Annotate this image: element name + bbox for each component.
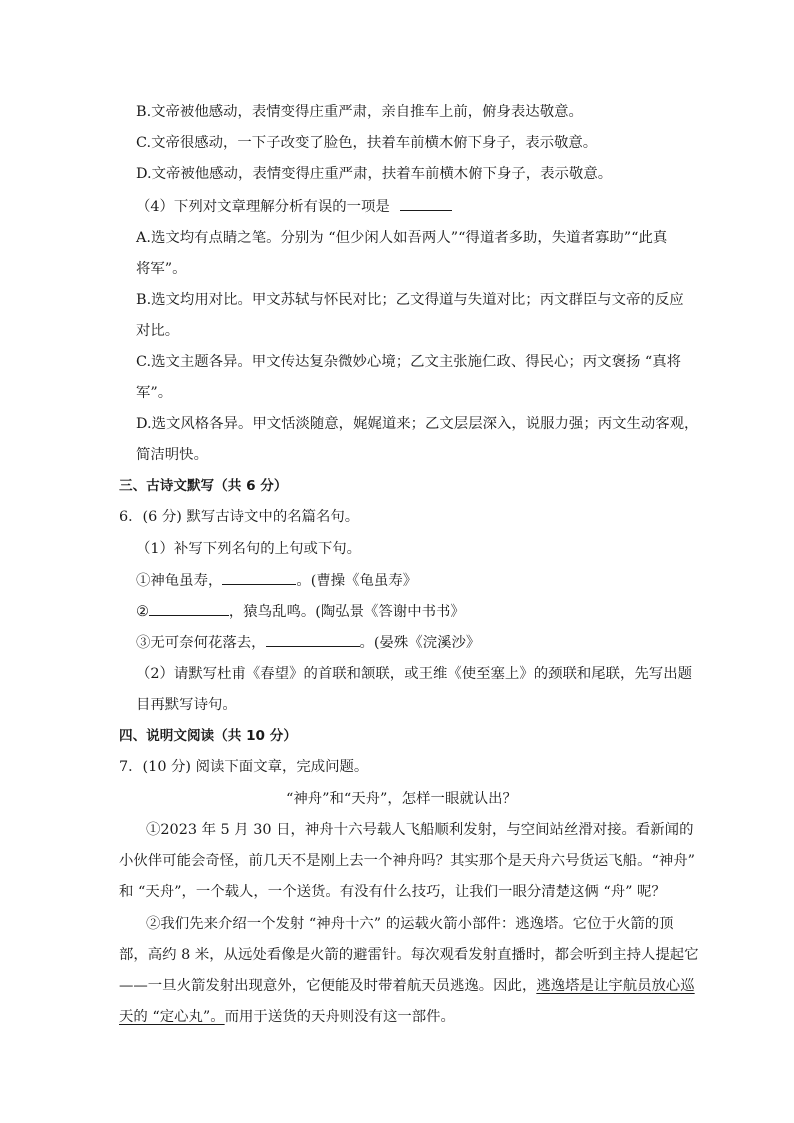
q6-item-3-text-a: ③无可奈何花落去， — [136, 635, 266, 651]
q3-option-c: C.文帝很感动，一下子改变了脸色，扶着车前横木俯下身子，表示敬意。 — [136, 135, 598, 151]
q3-option-b: B.文帝被他感动，表情变得庄重严肃，亲自推车上前，俯身表达敬意。 — [136, 104, 583, 120]
q3-option-d: D.文帝被他感动，表情变得庄重严肃，扶着车前横木俯下身子，表示敬意。 — [136, 166, 613, 182]
answer-blank — [400, 196, 452, 211]
q6-item-1-text-b: 。(曹操《龟虽寿》 — [296, 573, 418, 589]
paragraph-2-line3-text: ——一旦火箭发射出现意外，它便能及时带着航天员逃逸。因此， — [119, 978, 537, 994]
q4-option-c-line2: 军”。 — [136, 385, 173, 401]
section-4-heading: 四、说明文阅读（共 10 分） — [119, 728, 297, 744]
paragraph-2-line4-text: 而用于送货的天舟则没有这一部件。 — [224, 1009, 455, 1025]
paragraph-1-line1: ①2023 年 5 月 30 日，神舟十六号载人飞船顺利发射，与空间站丝滑对接。看新闻的 — [146, 822, 694, 838]
q4-option-a-line1: A.选文均有点睛之笔。分别为 “但少闲人如吾两人”“得道者多助，失道者寡助”“此真 — [136, 230, 668, 246]
q4-option-b-line2: 对比。 — [136, 323, 180, 339]
article-title: “神舟”和“天舟”，怎样一眼就认出？ — [286, 791, 517, 807]
q7-stem: 7．(10 分) 阅读下面文章，完成问题。 — [119, 759, 369, 775]
paragraph-1-line2: 小伙伴可能会奇怪，前几天不是刚上去一个神舟吗？其实那个是天舟六号货运飞船。“神舟” — [119, 853, 695, 869]
q6-item-3 — [136, 632, 480, 653]
q4-option-a-line2: 将军”。 — [136, 261, 187, 277]
answer-blank — [149, 601, 229, 616]
q6-sub2-line2: 目再默写诗句。 — [136, 697, 237, 713]
q6-sub1: （1）补写下列名句的上句或下句。 — [136, 541, 362, 557]
underlined-sentence-part-2: 天的 “定心丸”。 — [119, 1009, 225, 1025]
q4-stem-text: （4）下列对文章理解分析有误的一项是 — [136, 199, 390, 215]
paragraph-2-line2: 部，高约 8 米，从远处看像是火箭的避雷针。每次观看发射直播时，都会听到主持人提起它 — [119, 947, 699, 963]
q6-item-2 — [136, 601, 465, 622]
section-3-heading: 三、古诗文默写（共 6 分） — [119, 478, 288, 494]
q6-sub2-line1: （2）请默写杜甫《春望》的首联和颔联，或王维《使至塞上》的颈联和尾联，先写出题 — [136, 666, 693, 682]
underlined-sentence-part-1: 逃逸塔是让宇航员放心巡 — [536, 978, 695, 994]
paragraph-2-line1: ②我们先来介绍一个发射 “神舟十六” 的运载火箭小部件：逃逸塔。它位于火箭的顶 — [146, 916, 674, 932]
q6-item-2-text-a: ② — [136, 604, 149, 620]
q6-stem: 6．(6 分) 默写古诗文中的名篇名句。 — [119, 509, 360, 525]
q6-item-2-text-b: ，猿鸟乱鸣。(陶弘景《答谢中书书》 — [228, 604, 465, 620]
q6-item-1 — [136, 570, 417, 591]
q4-option-d-line2: 简洁明快。 — [136, 447, 208, 463]
q4-option-c-line1: C.选文主题各异。甲文传达复杂微妙心境；乙文主张施仁政、得民心；丙文褒扬 “真将 — [136, 354, 682, 370]
q4-option-b-line1: B.选文均用对比。甲文苏轼与怀民对比；乙文得道与失道对比；丙文群臣与文帝的反应 — [136, 292, 684, 308]
answer-blank — [266, 632, 360, 647]
q4-option-d-line1: D.选文风格各异。甲文恬淡随意，娓娓道来；乙文层层深入，说服力强；丙文生动客观， — [136, 416, 699, 432]
q6-item-3-text-b: 。(晏殊《浣溪沙》 — [359, 635, 481, 651]
answer-blank — [222, 570, 296, 585]
q6-item-1-text-a: ①神龟虽寿， — [136, 573, 223, 589]
paragraph-2-line3 — [119, 976, 695, 996]
q4-stem — [136, 196, 452, 217]
paragraph-1-line3: 和 “天舟”，一个载人，一个送货。有没有什么技巧，让我们一眼分清楚这俩 “舟” 呢？ — [119, 884, 666, 900]
paragraph-2-line4 — [119, 1007, 455, 1027]
